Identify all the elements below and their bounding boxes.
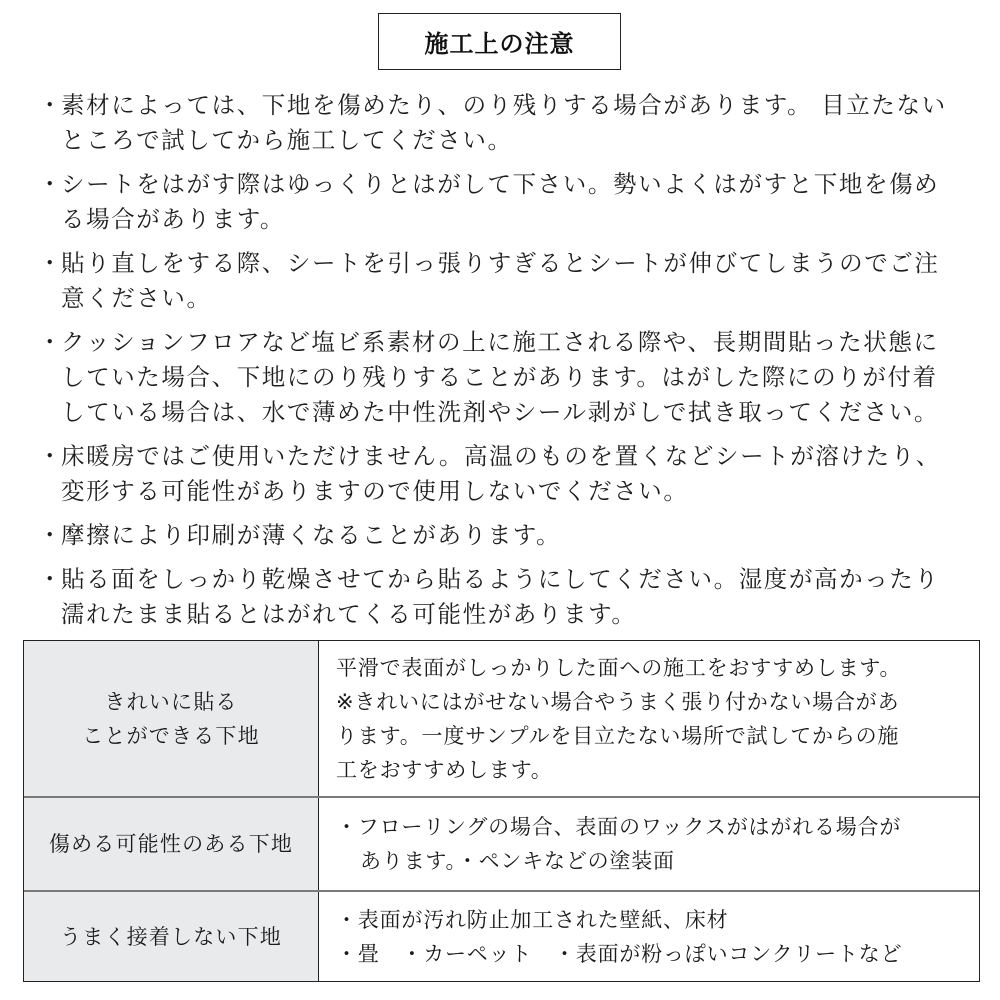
description-line: ・フローリングの場合、表面のワックスがはがれる場合が	[336, 815, 902, 839]
bullet-icon: ・	[38, 91, 64, 119]
row-description	[319, 641, 979, 796]
description-line: ※きれいにはがせない場合やうまく張り付かない場合があ	[336, 689, 900, 714]
caution-text: 床暖房ではご使用いただけません。高温のものを置くなどシートが溶けたり、	[61, 442, 941, 470]
description-line: ・畳 ・カーペット ・表面が粉っぽいコンクリートなど	[336, 941, 903, 966]
caution-item	[32, 88, 982, 158]
row-description	[319, 798, 979, 890]
description-line: ・表面が汚れ防止加工された壁紙、床材	[336, 907, 729, 932]
caution-text: 貼る面をしっかり乾燥させてから貼るようにしてください。湿度が高かったり	[61, 565, 940, 593]
caution-item	[32, 167, 982, 237]
description-line: 工をおすすめします。	[336, 757, 553, 782]
caution-text: 意ください。	[61, 284, 212, 312]
caution-text: シートをはがす際はゆっくりとはがして下さい。勢いよくはがすと下地を傷め	[61, 170, 940, 198]
description-line: 平滑で表面がしっかりした面への施工をおすすめします。	[336, 655, 902, 680]
row-label	[24, 641, 319, 796]
row-label-line: ことができる下地	[82, 723, 260, 748]
bullet-icon: ・	[38, 170, 64, 198]
table-row-poor-adhesion-surface	[24, 892, 979, 981]
row-label	[24, 798, 319, 890]
caution-text: 素材によっては、下地を傷めたり、のり残りする場合があります。 目立たない	[61, 91, 947, 119]
bullet-icon: ・	[38, 565, 64, 593]
caution-text: クッションフロアなど塩ビ系素材の上に施工される際や、長期間貼った状態に	[61, 328, 939, 356]
description-line: ります。一度サンプルを目立たない場所で試してからの施	[336, 723, 900, 748]
bullet-icon: ・	[38, 442, 64, 470]
bullet-icon: ・	[38, 521, 64, 549]
caution-text: る場合があります。	[61, 205, 286, 233]
caution-item	[32, 562, 982, 632]
bullet-icon: ・	[38, 328, 64, 356]
page-title: 施工上の注意	[378, 13, 621, 70]
description-line: あります。・ペンキなどの塗装面	[360, 849, 675, 873]
caution-item	[32, 518, 982, 553]
caution-text: 変形する可能性がありますので使用しないでください。	[61, 477, 689, 505]
row-description	[319, 892, 979, 981]
bullet-icon: ・	[38, 249, 64, 277]
caution-text: ところで試してから施工してください。	[61, 126, 513, 154]
row-label-line: うまく接着しない下地	[60, 924, 282, 949]
row-label	[24, 892, 319, 981]
caution-item	[32, 246, 982, 316]
caution-item	[32, 325, 982, 430]
surface-compatibility-table	[23, 640, 980, 982]
caution-item	[32, 439, 982, 509]
caution-text: 濡れたまま貼るとはがれてくる可能性があります。	[61, 600, 637, 628]
caution-text: 摩擦により印刷が薄くなることがあります。	[61, 521, 562, 549]
table-row-damage-risk-surface	[24, 798, 979, 892]
caution-text: していた場合、下地にのり残りすることがあります。はがした際にのりが付着	[61, 363, 938, 391]
table-row-suitable-surface	[24, 641, 979, 798]
row-label-line: きれいに貼る	[104, 689, 238, 714]
cautions-list	[32, 88, 982, 641]
caution-text: 貼り直しをする際、シートを引っ張りすぎるとシートが伸びてしまうのでご注	[61, 249, 940, 277]
caution-text: している場合は、水で薄めた中性洗剤やシール剥がしで拭き取ってください。	[61, 398, 940, 426]
row-label-line: 傷める可能性のある下地	[48, 832, 294, 856]
